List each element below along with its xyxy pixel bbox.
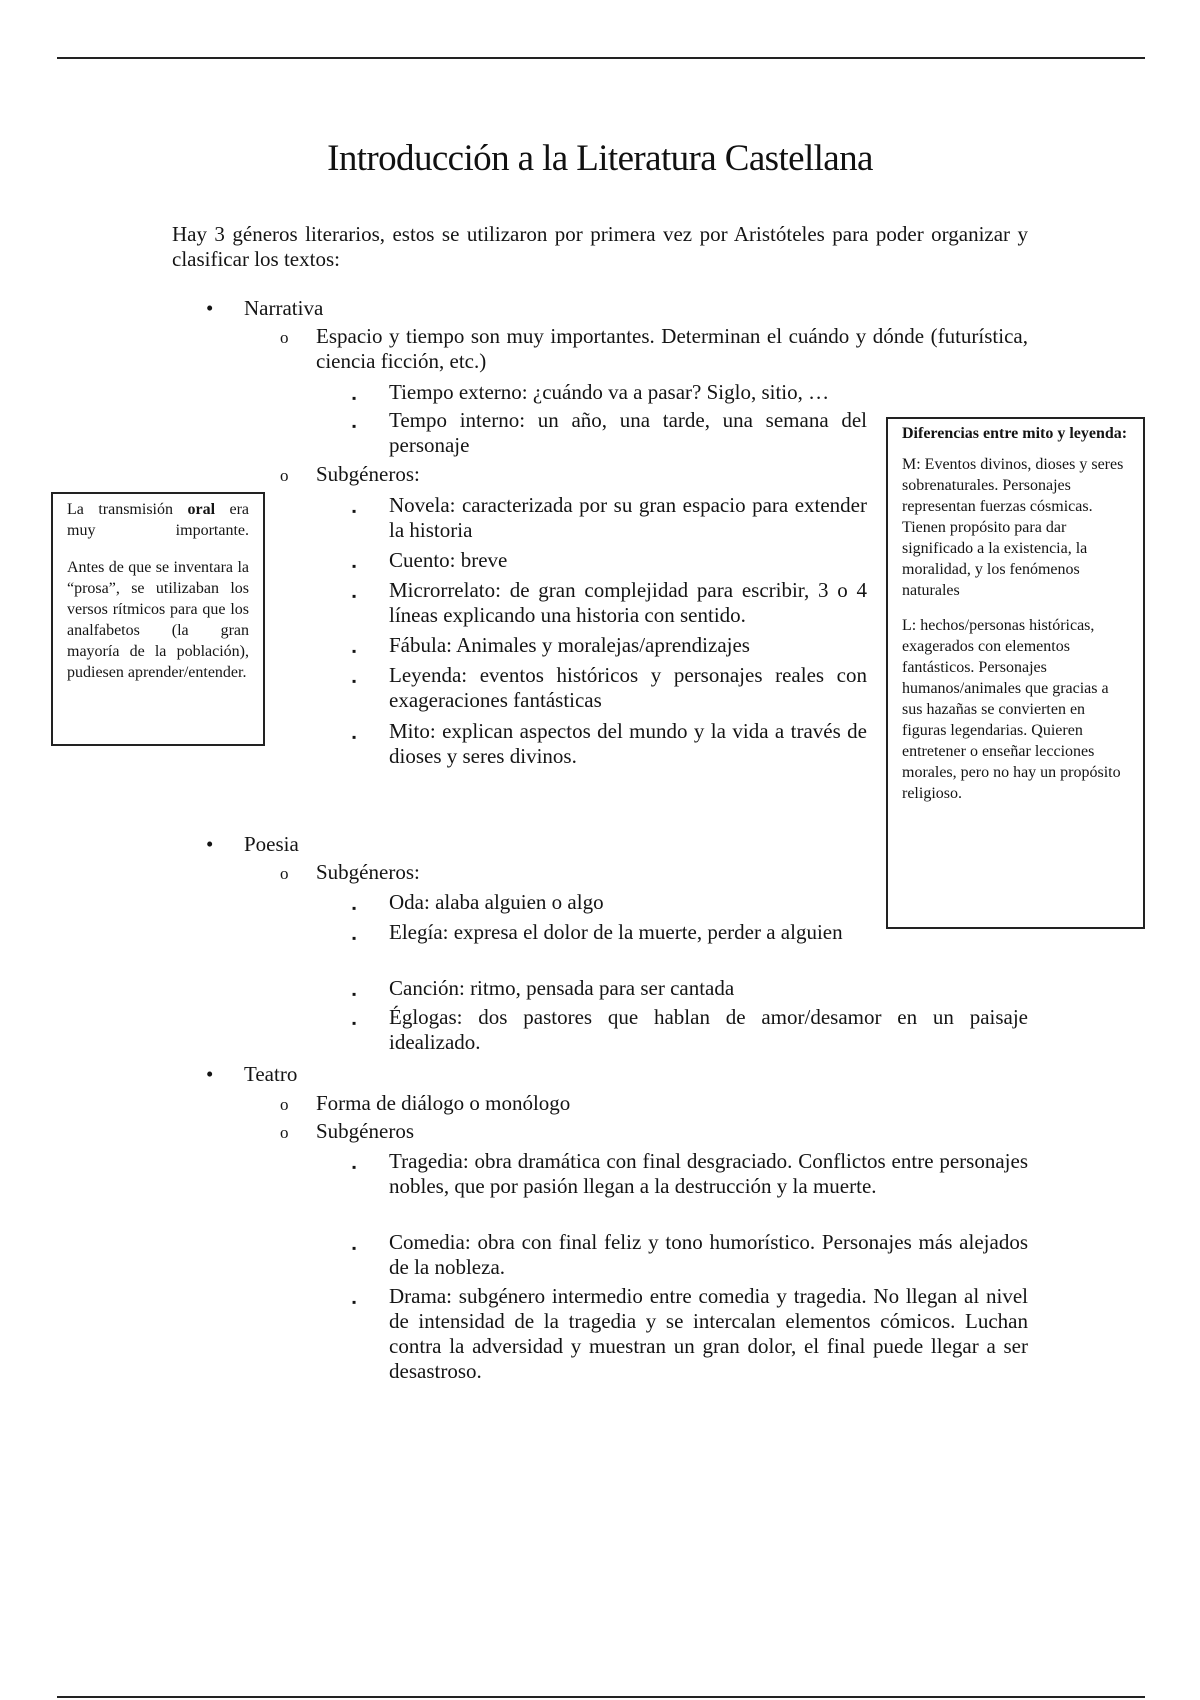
bottom-rule	[57, 1696, 1145, 1698]
bullet-level1: •	[206, 1062, 214, 1086]
poesia-cancion: Canción: ritmo, pensada para ser cantada	[389, 976, 735, 1000]
note-box-transmision-oral	[51, 492, 265, 746]
note-mito-leyenda-title: Diferencias entre mito y leyenda:	[902, 425, 1128, 442]
note-prosa-paragraph: Antes de que se inventara la “prosa”, se utilizaban los versos rítmicos para que los analfabetos (la gran mayoría de la población), pudiesen aprender/entender.	[67, 559, 249, 681]
narrativa-mito: Mito: explican aspectos del mundo y la vida a través de dioses y seres divinos.	[389, 719, 867, 768]
note-oral-text: La transmisión	[67, 501, 173, 518]
page-title: Introducción a la Literatura Castellana	[327, 138, 873, 179]
poesia-eglogas: Églogas: dos pastores que hablan de amor/desamor en un paisaje idealizado.	[389, 1005, 1028, 1054]
narrativa-cuento: Cuento: breve	[389, 548, 508, 572]
bullet-level3: ▪	[352, 1160, 357, 1174]
narrativa-fabula: Fábula: Animales y moralejas/aprendizajes	[389, 633, 750, 657]
poesia-subgeneros-label: Subgéneros:	[316, 860, 420, 884]
narrativa-microrrelato: Microrrelato: de gran complejidad para escribir, 3 o 4 líneas explicando una historia con sentido.	[389, 578, 867, 627]
bullet-level3: ▪	[352, 1241, 357, 1255]
bullet-level3: ▪	[352, 730, 357, 744]
narrativa-espacio: Espacio y tiempo son muy importantes. Determinan el cuándo y dónde (futurística, ciencia ficción, etc.)	[316, 324, 1028, 373]
note-box-mito-leyenda	[886, 417, 1145, 929]
teatro-tragedia: Tragedia: obra dramática con final desgraciado. Conflictos entre personajes nobles, que por pasión llegan a la destrucción y la muerte.	[389, 1149, 1028, 1198]
teatro-forma: Forma de diálogo o monólogo	[316, 1091, 571, 1115]
bullet-level3: ▪	[352, 391, 357, 405]
bullet-level3: ▪	[352, 1295, 357, 1309]
narrativa-subgeneros-label: Subgéneros:	[316, 462, 420, 486]
bullet-level2: o	[280, 1123, 289, 1142]
bullet-level3: ▪	[352, 419, 357, 433]
bullet-level3: ▪	[352, 987, 357, 1001]
top-rule	[57, 57, 1145, 59]
note-oral-paragraph	[67, 499, 249, 541]
narrativa-tiempo-externo: Tiempo externo: ¿cuándo va a pasar? Siglo, sitio, …	[389, 380, 830, 404]
bullet-level2: o	[280, 466, 289, 485]
bullet-level3: ▪	[352, 674, 357, 688]
bullet-level2: o	[280, 328, 289, 347]
bullet-level3: ▪	[352, 1016, 357, 1030]
narrativa-novela: Novela: caracterizada por su gran espacio para extender la historia	[389, 493, 867, 542]
bullet-level3: ▪	[352, 644, 357, 658]
bullet-level3: ▪	[352, 589, 357, 603]
note-oral-bold: oral	[187, 501, 216, 518]
note-leyenda-definition: L: hechos/personas históricas, exagerados con elementos fantásticos. Personajes humanos/animales que gracias a sus hazañas se convierten en figuras legendarias. Quieren entretener o enseñar lecciones morales, pero no hay un propósito religioso.	[902, 617, 1121, 802]
bullet-level2: o	[280, 864, 289, 883]
narrativa-leyenda: Leyenda: eventos históricos y personajes reales con exageraciones fantásticas	[389, 663, 867, 712]
intro-paragraph: Hay 3 géneros literarios, estos se utilizaron por primera vez por Aristóteles para poder organizar y clasificar los textos:	[172, 222, 1028, 271]
genre-label-narrativa: Narrativa	[244, 296, 324, 320]
bullet-level3: ▪	[352, 901, 357, 915]
teatro-subgeneros-label: Subgéneros	[316, 1119, 414, 1143]
note-mito-definition: M: Eventos divinos, dioses y seres sobrenaturales. Personajes representan fuerzas cósmicas. Tienen propósito para dar significado a la existencia, la moralidad, y los fenómenos naturales	[902, 456, 1124, 599]
bullet-level3: ▪	[352, 504, 357, 518]
poesia-oda: Oda: alaba alguien o algo	[389, 890, 604, 914]
teatro-drama: Drama: subgénero intermedio entre comedia y tragedia. No llegan al nivel de intensidad de la tragedia y se intercalan elementos cómicos. Luchan contra la adversidad y muestran un gran dolor, el final puede llegar a ser desastroso.	[389, 1284, 1028, 1383]
narrativa-tiempo-interno: Tempo interno: un año, una tarde, una semana del personaje	[389, 408, 867, 457]
genre-label-poesia: Poesia	[244, 832, 299, 856]
genre-label-teatro: Teatro	[244, 1062, 298, 1086]
teatro-comedia: Comedia: obra con final feliz y tono humorístico. Personajes más alejados de la nobleza.	[389, 1230, 1028, 1279]
poesia-elegia: Elegía: expresa el dolor de la muerte, perder a alguien	[389, 920, 843, 944]
bullet-level3: ▪	[352, 931, 357, 945]
note-oral-text-end: era muy importante.	[67, 501, 250, 539]
bullet-level3: ▪	[352, 559, 357, 573]
bullet-level2: o	[280, 1095, 289, 1114]
bullet-level1: •	[206, 296, 214, 320]
bullet-level1: •	[206, 832, 214, 856]
